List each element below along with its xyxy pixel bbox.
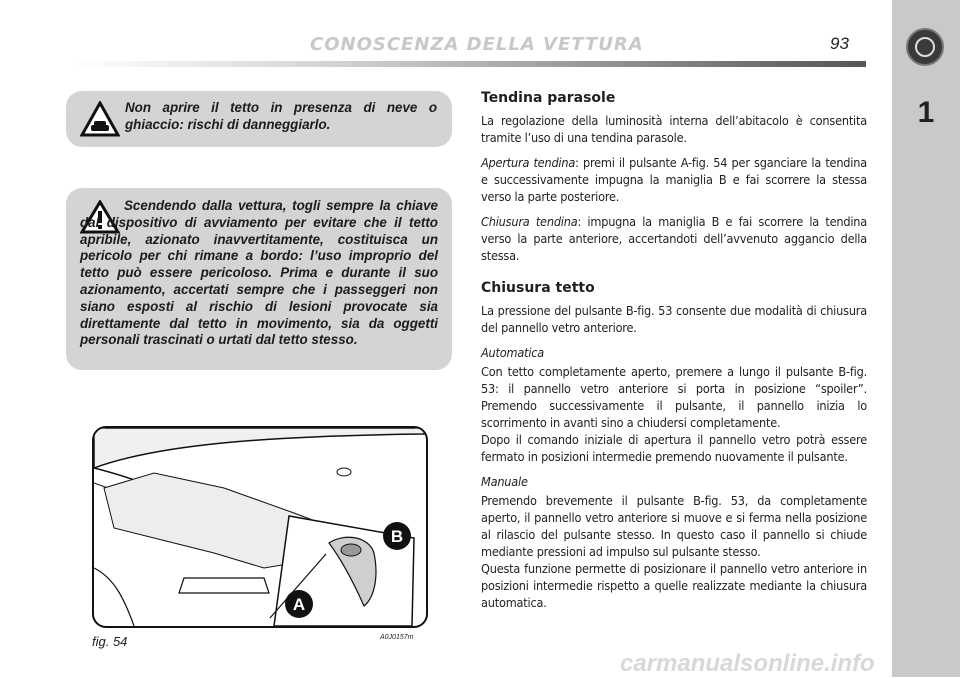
paragraph-closing (481, 213, 867, 264)
brand-logo-icon (906, 28, 944, 66)
paragraph-manual-function: Questa funzione permette di posizionare il pannello vetro anteriore in posizioni intermedie rispetto a quelle realizzate mediante la chiusura automatica. (481, 561, 867, 610)
subheading-manual: Manuale (481, 474, 528, 489)
heading-sunblind: Tendina parasole (481, 90, 616, 106)
paragraph-manual: Premendo brevemente il pulsante B-fig. 53, da completamente aperto, il pannello vetro anteriore si muove e si ferma nella posizione al rilascio del pulsante stesso. In questo caso il pannello si chiude mediante pressioni ad impulso sul pulsante stesso. (481, 493, 867, 559)
page-number: 93 (830, 34, 849, 53)
main-text-column (481, 90, 867, 619)
running-header-title: CONOSCENZA DELLA VETTURA (310, 34, 644, 55)
opening-label: Apertura tendina (481, 155, 576, 170)
closing-text: : impugna la maniglia B e fai scorrere la tendina verso la parte anteriore, accertandoti dell’avvenuto aggancio della stessa. (481, 214, 867, 263)
closing-label: Chiusura tendina (481, 214, 578, 229)
subheading-automatic: Automatica (481, 345, 545, 360)
watermark: carmanualsonline.info (620, 650, 875, 677)
paragraph-opening (481, 154, 867, 205)
warning-box-snow (66, 91, 452, 147)
paragraph-roof-intro: La pressione del pulsante B-fig. 53 consente due modalità di chiusura del pannello vetro anteriore. (481, 303, 867, 335)
warning-text-snow: Non aprire il tetto in presenza di neve o ghiaccio: rischi di danneggiarlo. (125, 100, 437, 132)
figure-sunblind (92, 426, 428, 628)
sunblind-illustration (94, 428, 426, 626)
header-rule (72, 61, 866, 67)
label-b: B (390, 527, 404, 546)
paragraph-automatic-stop: Dopo il comando iniziale di apertura il pannello vetro potrà essere fermato in posizioni intermedie premendo nuovamente il pulsante. (481, 432, 867, 464)
warning-text-key: Scendendo dalla vettura, togli sempre la chiave dal dispositivo di avviamento per evitare che il tetto apribile, azionato inavvertitamente, costituisca un pericolo per chi rimane a bordo: l’uso improprio del tetto può essere pericoloso. Prima e durante il suo azionamento, accertati sempre che i passeggeri non siano esposti al rischio di lesioni provocate sia direttamente dal tetto in movimento, sia da oggetti personali trascinati o urtati dal tetto stesso. (80, 198, 438, 348)
figure-caption: fig. 54 (92, 634, 128, 649)
paragraph-intro: La regolazione della luminosità interna dell’abitacolo è consentita tramite l’uso di una tendina parasole. (481, 113, 867, 145)
opening-text: : premi il pulsante A-fig. 54 per sganciare la tendina e successivamente impugna la maniglia B e fai scorrere la stessa verso la parte posteriore. (481, 155, 867, 204)
car-warning-icon (80, 101, 120, 137)
paragraph-automatic: Con tetto completamente aperto, premere a lungo il pulsante B-fig. 53: il pannello vetro anteriore si porta in posizione “spoiler”. Premendo successivamente il pulsante, il pannello inizia lo scorrimento in avanti sino a chiudersi completamente. (481, 364, 867, 430)
label-a: A (292, 595, 306, 614)
figure-code: A0J0157m (380, 634, 414, 641)
heading-roof-closing: Chiusura tetto (481, 280, 595, 296)
chapter-number: 1 (917, 96, 935, 129)
warning-box-key (66, 188, 452, 370)
